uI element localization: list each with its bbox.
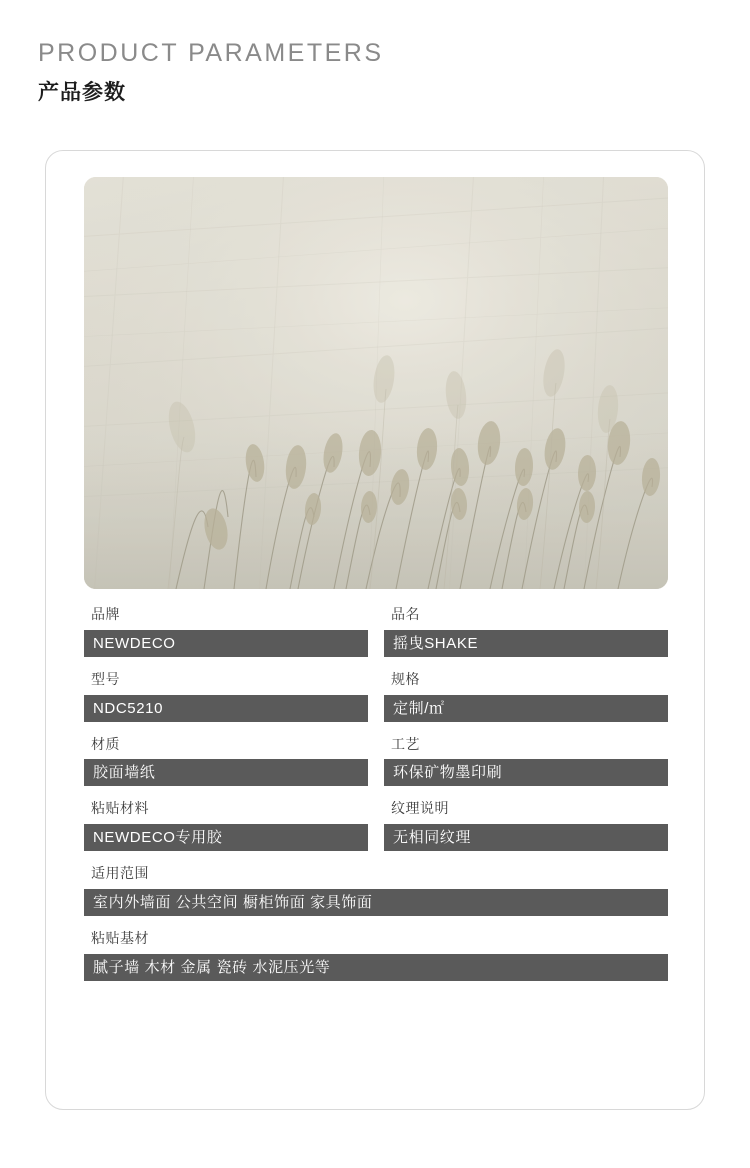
spec-value: NEWDECO xyxy=(84,630,368,657)
spec-label: 适用范围 xyxy=(91,865,149,882)
spec-row xyxy=(84,865,668,916)
product-hero-image xyxy=(84,177,668,589)
spec-item-brand xyxy=(84,606,368,657)
spec-value: 定制/㎡ xyxy=(384,695,668,722)
spec-value: 环保矿物墨印刷 xyxy=(384,759,668,786)
spec-value: 腻子墙 木材 金属 瓷砖 水泥压光等 xyxy=(84,954,668,981)
spec-value: 胶面墙纸 xyxy=(84,759,368,786)
spec-label: 规格 xyxy=(391,670,420,687)
spec-item-craft xyxy=(384,736,668,787)
spec-label: 粘贴基材 xyxy=(91,929,149,946)
spec-value: NEWDECO专用胶 xyxy=(84,824,368,851)
spec-item-material xyxy=(84,736,368,787)
spec-label: 品牌 xyxy=(91,606,120,622)
spec-row xyxy=(84,930,668,981)
spec-table xyxy=(84,606,668,995)
spec-label: 工艺 xyxy=(391,735,420,752)
page-title-en: PRODUCT PARAMETERS xyxy=(38,39,384,67)
spec-item-product-name xyxy=(384,606,668,657)
spec-item-model xyxy=(84,671,368,722)
spec-value: NDC5210 xyxy=(84,695,368,722)
spec-item-application-scope xyxy=(84,865,668,916)
spec-item-specification xyxy=(384,671,668,722)
spec-label: 品名 xyxy=(391,606,420,622)
spec-value: 室内外墙面 公共空间 橱柜饰面 家具饰面 xyxy=(84,889,668,916)
spec-row xyxy=(84,671,668,722)
spec-value: 无相同纹理 xyxy=(384,824,668,851)
spec-item-texture-note xyxy=(384,800,668,851)
spec-label: 纹理说明 xyxy=(391,800,449,817)
spec-label: 材质 xyxy=(91,735,120,752)
spec-row xyxy=(84,736,668,787)
page-title-cn: 产品参数 xyxy=(38,81,126,105)
spec-value: 摇曳SHAKE xyxy=(384,630,668,657)
spec-item-adhesive xyxy=(84,800,368,851)
spec-item-substrate xyxy=(84,930,668,981)
grass-illustration-icon xyxy=(84,177,668,589)
page-header xyxy=(0,0,750,105)
spec-row xyxy=(84,800,668,851)
spec-label: 型号 xyxy=(91,670,120,687)
product-parameters-card xyxy=(45,150,705,1110)
spec-label: 粘贴材料 xyxy=(91,800,149,817)
spec-row xyxy=(84,606,668,657)
